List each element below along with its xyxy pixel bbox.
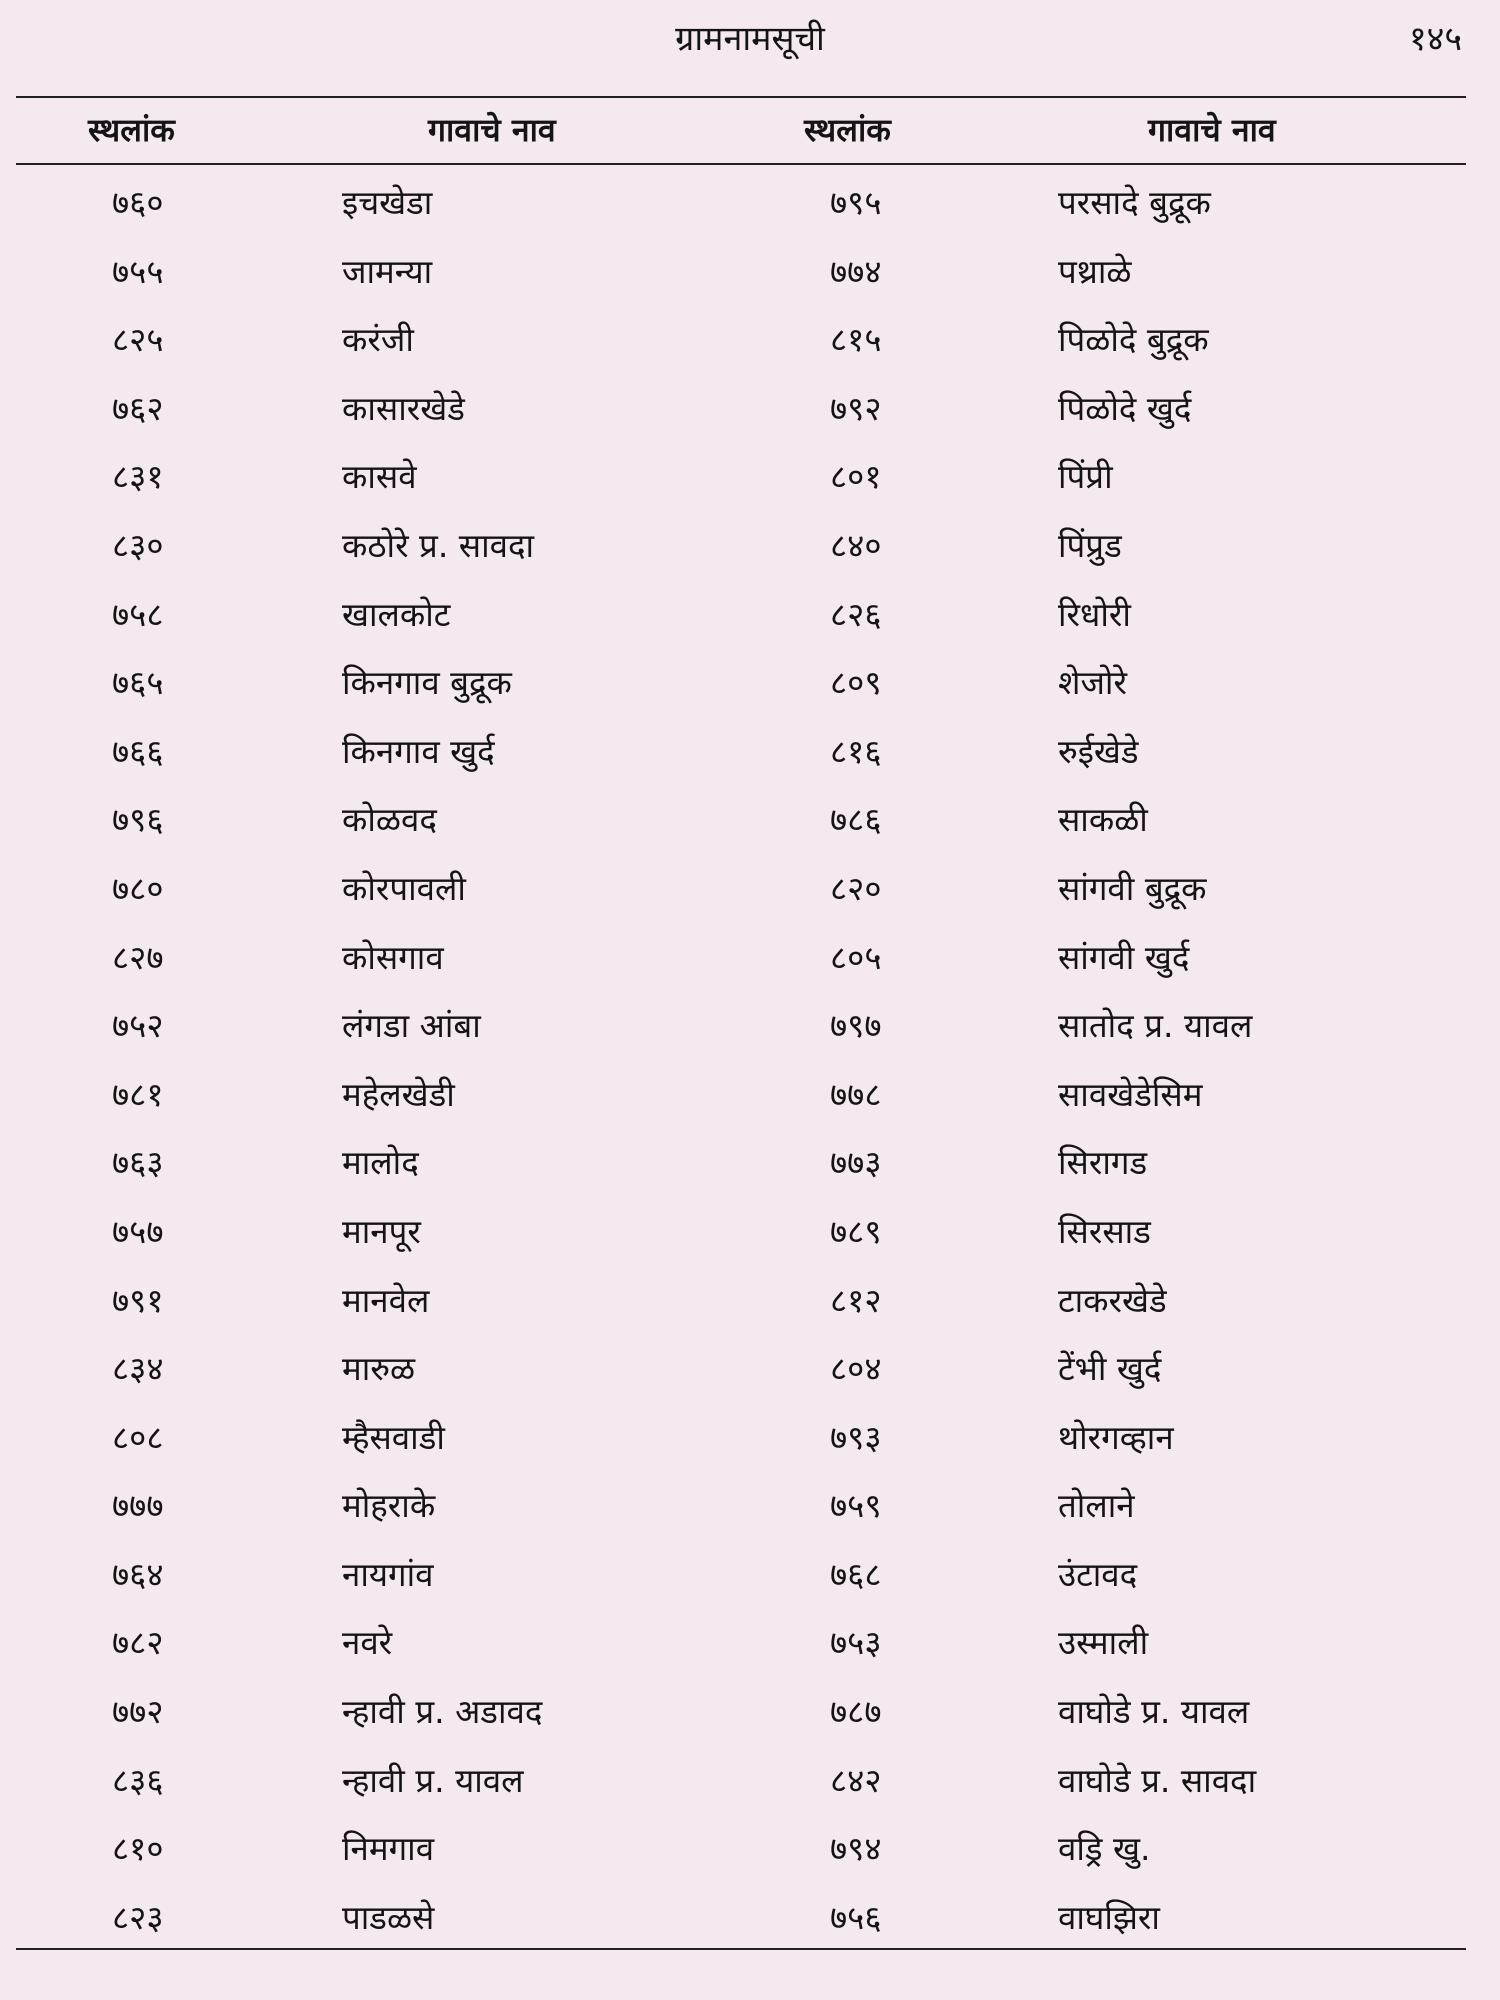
village-code-cell: ८१६: [830, 731, 882, 771]
village-name-cell: वाघोडे प्र. यावल: [1058, 1692, 1250, 1732]
village-name-cell: लंगडा आंबा: [342, 1006, 481, 1046]
village-code-cell: ८३६: [112, 1760, 164, 1800]
village-code-cell: ७५९: [830, 1486, 882, 1526]
header-village-2: गावाचे नाव: [1148, 111, 1276, 149]
village-code-cell: ८२०: [830, 868, 882, 908]
bottom-rule: [16, 1948, 1466, 1950]
village-code-cell: ७६४: [112, 1554, 164, 1594]
header-code-2: स्थलांक: [804, 111, 891, 149]
village-name-cell: कोरपावली: [342, 868, 466, 908]
village-name-cell: न्हावी प्र. अडावद: [342, 1692, 543, 1732]
header-code-1: स्थलांक: [88, 111, 175, 149]
table-row: [0, 1681, 1500, 1750]
village-name-cell: कासवे: [342, 457, 417, 497]
village-name-cell: वाघझिरा: [1058, 1897, 1160, 1937]
village-name-cell: पिंप्री: [1058, 457, 1113, 497]
table-row: [0, 1338, 1500, 1407]
table-row: [0, 446, 1500, 515]
village-name-cell: पिंप्रुड: [1058, 525, 1122, 565]
village-name-cell: रिधोरी: [1058, 594, 1131, 634]
table-row: [0, 1132, 1500, 1201]
village-name-cell: इचखेडा: [342, 183, 433, 222]
table-row: [0, 172, 1500, 241]
page-number: १४५: [1408, 19, 1462, 59]
village-code-cell: ८१२: [830, 1280, 882, 1320]
village-code-cell: ७८२: [112, 1623, 164, 1663]
village-name-cell: साकळी: [1058, 800, 1148, 840]
village-code-cell: ७९१: [112, 1280, 164, 1320]
table-row: [0, 858, 1500, 927]
village-code-cell: ८०९: [830, 663, 882, 703]
village-code-cell: ८०५: [830, 937, 882, 977]
table-row: [0, 584, 1500, 653]
table-row: [0, 1544, 1500, 1613]
table-row: [0, 1887, 1500, 1956]
village-code-cell: ७६५: [112, 663, 164, 703]
village-name-cell: महेलखेडी: [342, 1074, 455, 1114]
village-code-cell: ७६६: [112, 731, 164, 771]
village-code-cell: ८३०: [112, 525, 164, 565]
village-code-cell: ८३१: [112, 457, 164, 497]
village-code-cell: ८४०: [830, 525, 882, 565]
header-rule: [16, 163, 1466, 165]
village-name-cell: सांगवी बुद्रूक: [1058, 868, 1207, 908]
header-village-1: गावाचे नाव: [428, 111, 556, 149]
village-code-cell: ७५२: [112, 1006, 164, 1046]
village-name-cell: पिळोदे खुर्द: [1058, 388, 1192, 428]
village-code-cell: ७५७: [112, 1211, 164, 1251]
village-code-cell: ७५६: [830, 1897, 882, 1937]
top-rule: [16, 96, 1466, 98]
village-name-cell: पाडळसे: [342, 1897, 435, 1937]
table-row: [0, 1064, 1500, 1133]
table-row: [0, 927, 1500, 996]
village-name-cell: कासारखेडे: [342, 388, 465, 428]
village-name-cell: किनगाव बुद्रूक: [342, 663, 512, 703]
village-name-cell: मालोद: [342, 1143, 419, 1183]
table-row: [0, 721, 1500, 790]
village-name-cell: शेजोरे: [1058, 663, 1127, 703]
village-code-cell: ७६८: [830, 1554, 882, 1594]
village-code-cell: ७५५: [112, 251, 164, 291]
village-name-cell: कोळवद: [342, 800, 437, 840]
village-name-cell: खालकोट: [342, 594, 451, 634]
village-code-cell: ८१०: [112, 1829, 164, 1869]
village-name-cell: किनगाव खुर्द: [342, 731, 495, 771]
table-row: [0, 241, 1500, 310]
village-name-cell: उस्माली: [1058, 1623, 1149, 1663]
village-code-cell: ७८१: [112, 1074, 164, 1114]
village-code-cell: ७६३: [112, 1143, 164, 1183]
village-name-cell: मानपूर: [342, 1211, 421, 1251]
table-row: [0, 378, 1500, 447]
village-code-cell: ७८०: [112, 868, 164, 908]
village-name-cell: सावखेडेसिम: [1058, 1074, 1203, 1114]
village-name-cell: टाकरखेडे: [1058, 1280, 1167, 1320]
page-title: ग्रामनामसूची: [675, 19, 825, 59]
village-code-cell: ७९६: [112, 800, 164, 840]
village-code-cell: ७६०: [112, 183, 164, 222]
village-code-cell: ८३४: [112, 1349, 164, 1389]
village-code-cell: ७७३: [830, 1143, 882, 1183]
village-code-cell: ७७८: [830, 1074, 882, 1114]
village-code-cell: ७७२: [112, 1692, 164, 1732]
village-name-cell: जामन्या: [342, 251, 433, 291]
village-code-cell: ८२५: [112, 320, 164, 360]
table-row: [0, 1612, 1500, 1681]
table-row: [0, 1475, 1500, 1544]
table-row: [0, 1818, 1500, 1887]
village-code-cell: ८१५: [830, 320, 882, 360]
village-code-cell: ८४२: [830, 1760, 882, 1800]
village-code-cell: ८२६: [830, 594, 882, 634]
table-row: [0, 1407, 1500, 1476]
village-table-body: [0, 172, 1500, 1955]
village-name-cell: उंटावद: [1058, 1554, 1138, 1594]
village-code-cell: ८०८: [112, 1417, 164, 1457]
table-row: [0, 652, 1500, 721]
table-row: [0, 1270, 1500, 1339]
village-name-cell: कठोरे प्र. सावदा: [342, 525, 535, 565]
village-name-cell: पथ्राळे: [1058, 251, 1132, 291]
village-name-cell: सांगवी खुर्द: [1058, 937, 1190, 977]
village-code-cell: ७८६: [830, 800, 882, 840]
table-row: [0, 1750, 1500, 1819]
village-code-cell: ७९५: [830, 183, 882, 222]
village-name-cell: वड्रि खु.: [1058, 1829, 1151, 1869]
village-name-cell: कोसगाव: [342, 937, 444, 977]
village-name-cell: मारुळ: [342, 1349, 416, 1389]
table-row: [0, 995, 1500, 1064]
village-code-cell: ७८७: [830, 1692, 882, 1732]
village-name-cell: परसादे बुद्रूक: [1058, 183, 1211, 222]
table-row: [0, 515, 1500, 584]
village-code-cell: ७५८: [112, 594, 164, 634]
village-name-cell: सिरागड: [1058, 1143, 1148, 1183]
village-code-cell: ७६२: [112, 388, 164, 428]
village-code-cell: ७९२: [830, 388, 882, 428]
village-code-cell: ८०१: [830, 457, 882, 497]
village-code-cell: ७७४: [830, 251, 882, 291]
village-name-cell: थोरगव्हान: [1058, 1417, 1174, 1457]
village-code-cell: ८२७: [112, 937, 164, 977]
table-row: [0, 1201, 1500, 1270]
village-name-cell: तोलाने: [1058, 1486, 1135, 1526]
village-code-cell: ७९३: [830, 1417, 882, 1457]
village-code-cell: ७७७: [112, 1486, 164, 1526]
table-row: [0, 309, 1500, 378]
village-name-cell: टेंभी खुर्द: [1058, 1349, 1162, 1389]
village-name-cell: करंजी: [342, 320, 414, 360]
village-name-cell: न्हावी प्र. यावल: [342, 1760, 524, 1800]
village-code-cell: ८२३: [112, 1897, 164, 1937]
village-name-cell: नवरे: [342, 1623, 393, 1663]
village-name-cell: मोहराके: [342, 1486, 436, 1526]
village-code-cell: ७९७: [830, 1006, 882, 1046]
village-name-cell: निमगाव: [342, 1829, 435, 1869]
village-name-cell: रुईखेडे: [1058, 731, 1139, 771]
village-name-cell: मानवेल: [342, 1280, 430, 1320]
village-code-cell: ७८९: [830, 1211, 882, 1251]
village-code-cell: ७५३: [830, 1623, 882, 1663]
village-name-cell: पिळोदे बुद्रूक: [1058, 320, 1209, 360]
village-code-cell: ७९४: [830, 1829, 882, 1869]
village-name-cell: नायगांव: [342, 1554, 434, 1594]
table-row: [0, 789, 1500, 858]
village-code-cell: ८०४: [830, 1349, 882, 1389]
village-name-cell: सिरसाड: [1058, 1211, 1151, 1251]
village-name-cell: वाघोडे प्र. सावदा: [1058, 1760, 1257, 1800]
village-name-cell: म्हैसवाडी: [342, 1417, 445, 1457]
village-name-cell: सातोद प्र. यावल: [1058, 1006, 1253, 1046]
